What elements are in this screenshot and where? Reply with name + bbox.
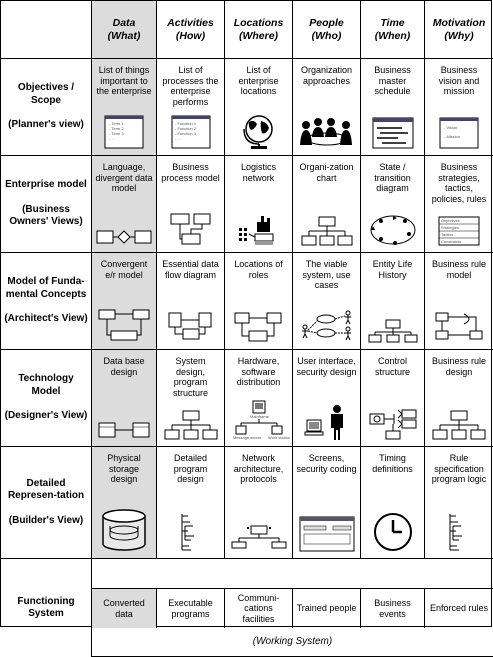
database-design-icon [97, 420, 151, 440]
svg-text:- ...: - ... [174, 136, 181, 141]
cell-architect-motivation: Business rule model [425, 253, 493, 350]
column-header-data: Data (What) [92, 1, 157, 59]
column-header-locations: Locations (Where) [225, 1, 293, 59]
svg-text:- Vision: - Vision [444, 125, 458, 130]
svg-text:- Function 1: - Function 1 [174, 121, 196, 126]
svg-text:Message server: Message server [232, 435, 261, 440]
use-case-icon [300, 309, 354, 343]
cell-functioning-activities: Executable programs [157, 589, 225, 628]
svg-text:- Function 2: - Function 2 [174, 126, 196, 131]
rule-logic-icon [447, 512, 471, 552]
clock-icon [373, 512, 413, 552]
cell-enterprise-time: State / transition diagram [361, 156, 425, 253]
cell-enterprise-locations: Logistics network [225, 156, 293, 253]
cell-scope-people: Organization approaches [293, 59, 361, 156]
row-header-functioning: Functioning System [1, 559, 92, 657]
column-header-people: People (Who) [293, 1, 361, 59]
cell-scope-motivation: Business vision and mission - Vision - Mission [425, 59, 493, 156]
user-interface-icon [305, 404, 349, 440]
row-header-designer: Technology Model (Designer's View) [1, 350, 92, 447]
cell-designer-people: User interface, security design [293, 350, 361, 447]
cell-designer-locations: Hardware, software distribution Mainframe Message server Work station [225, 350, 293, 447]
cell-enterprise-data: Language, divergent data model [92, 156, 157, 253]
working-system-banner: (Working System) [92, 628, 493, 657]
cell-scope-activities: List of processes the enterprise performs - Function 1 - Function 2 - Function 3 - ... [157, 59, 225, 156]
schedule-icon [372, 117, 414, 149]
svg-text:- Term 1: - Term 1 [109, 121, 124, 126]
svg-text:- Term 2: - Term 2 [109, 126, 124, 131]
cell-builder-data: Physical storage design [92, 447, 157, 559]
globe-icon [239, 113, 279, 149]
svg-text:Mainframe: Mainframe [249, 414, 269, 419]
cell-functioning-people: Trained people [293, 589, 361, 628]
process-model-icon [168, 212, 214, 246]
cell-enterprise-activities: Business process model [157, 156, 225, 253]
row-header-builder: Detailed Represen-tation (Builder's View) [1, 447, 92, 559]
cell-builder-motivation: Rule specification program logic [425, 447, 493, 559]
cell-architect-activities: Essential data flow diagram [157, 253, 225, 350]
business-rule-model-icon [434, 311, 484, 343]
cell-designer-motivation: Business rule design [425, 350, 493, 447]
cell-enterprise-people: Organi-zation chart [293, 156, 361, 253]
org-chart-icon [301, 216, 353, 246]
program-code-icon [179, 512, 203, 552]
svg-text:Objectives: Objectives [441, 218, 460, 223]
er-model-icon [97, 307, 151, 343]
svg-text:Strategies: Strategies [441, 225, 460, 230]
cell-scope-time: Business master schedule [361, 59, 425, 156]
cell-builder-people: Screens, security coding [293, 447, 361, 559]
svg-text:Constraints: Constraints [441, 239, 462, 244]
svg-text:- Function 3: - Function 3 [174, 131, 196, 136]
cell-functioning-motivation: Enforced rules [429, 603, 489, 614]
column-header-activities: Activities (How) [157, 1, 225, 59]
storage-cylinder-icon [100, 508, 148, 552]
entity-life-history-icon [368, 319, 418, 343]
cell-architect-people: The viable system, use cases [293, 253, 361, 350]
cell-functioning-locations: Communi-cations facilities [225, 589, 293, 628]
cell-scope-locations: List of enterprise locations [225, 59, 293, 156]
functioning-cells-row [92, 588, 493, 628]
cell-enterprise-motivation: Business strategies, tactics, policies, rules Objectives Strategies Tactics Constraints [425, 156, 493, 253]
svg-text:- Term 3: - Term 3 [109, 131, 124, 136]
state-diagram-icon [369, 214, 417, 246]
column-header-motivation: Motivation (Why) [425, 1, 493, 59]
svg-text:- Mission: - Mission [444, 134, 461, 139]
logistics-network-icon [237, 210, 281, 246]
business-rule-design-icon [432, 410, 486, 440]
cell-designer-data: Data base design [92, 350, 157, 447]
cell-functioning-time: Business events [361, 589, 425, 628]
cell-designer-time: Control structure [361, 350, 425, 447]
hardware-distribution-icon [232, 400, 290, 440]
svg-text:Work station: Work station [267, 435, 290, 440]
policy-stack-icon [437, 216, 481, 246]
term-list-icon [104, 115, 144, 149]
cell-architect-data: Convergent e/r model [92, 253, 157, 350]
program-structure-icon [164, 410, 218, 440]
function-list-icon [171, 115, 211, 149]
svg-text:Tactics: Tactics [441, 232, 454, 237]
control-structure-icon [368, 408, 418, 440]
roles-locations-icon [233, 311, 285, 343]
cell-scope-data: List of things important to the enterprise - Term 1 - Term 2 - Term 3 - ... [92, 59, 157, 156]
cell-architect-time: Entity Life History [361, 253, 425, 350]
cell-architect-locations: Locations of roles [225, 253, 293, 350]
er-diagram-icon [95, 228, 153, 246]
cell-builder-locations: Network architecture, protocols [225, 447, 293, 559]
screen-layout-icon [299, 516, 355, 552]
row-header-scope: Objectives / Scope (Planner's view) [1, 59, 92, 156]
row-header-enterprise: Enterprise model (Business Owners' Views) [1, 156, 92, 253]
data-flow-icon [167, 311, 215, 343]
meeting-people-icon [298, 115, 356, 149]
cell-functioning-data: Converted data [92, 589, 157, 628]
cell-builder-time: Timing definitions [361, 447, 425, 559]
corner-cell [1, 1, 92, 59]
network-protocol-icon [229, 524, 289, 552]
column-header-time: Time (When) [361, 1, 425, 59]
vision-mission-icon [439, 117, 479, 149]
cell-builder-activities: Detailed program design [157, 447, 225, 559]
cell-designer-activities: System design, program structure [157, 350, 225, 447]
row-header-architect: Model of Funda-mental Concepts (Architect's View) [1, 253, 92, 350]
svg-text:- ...: - ... [109, 136, 115, 141]
